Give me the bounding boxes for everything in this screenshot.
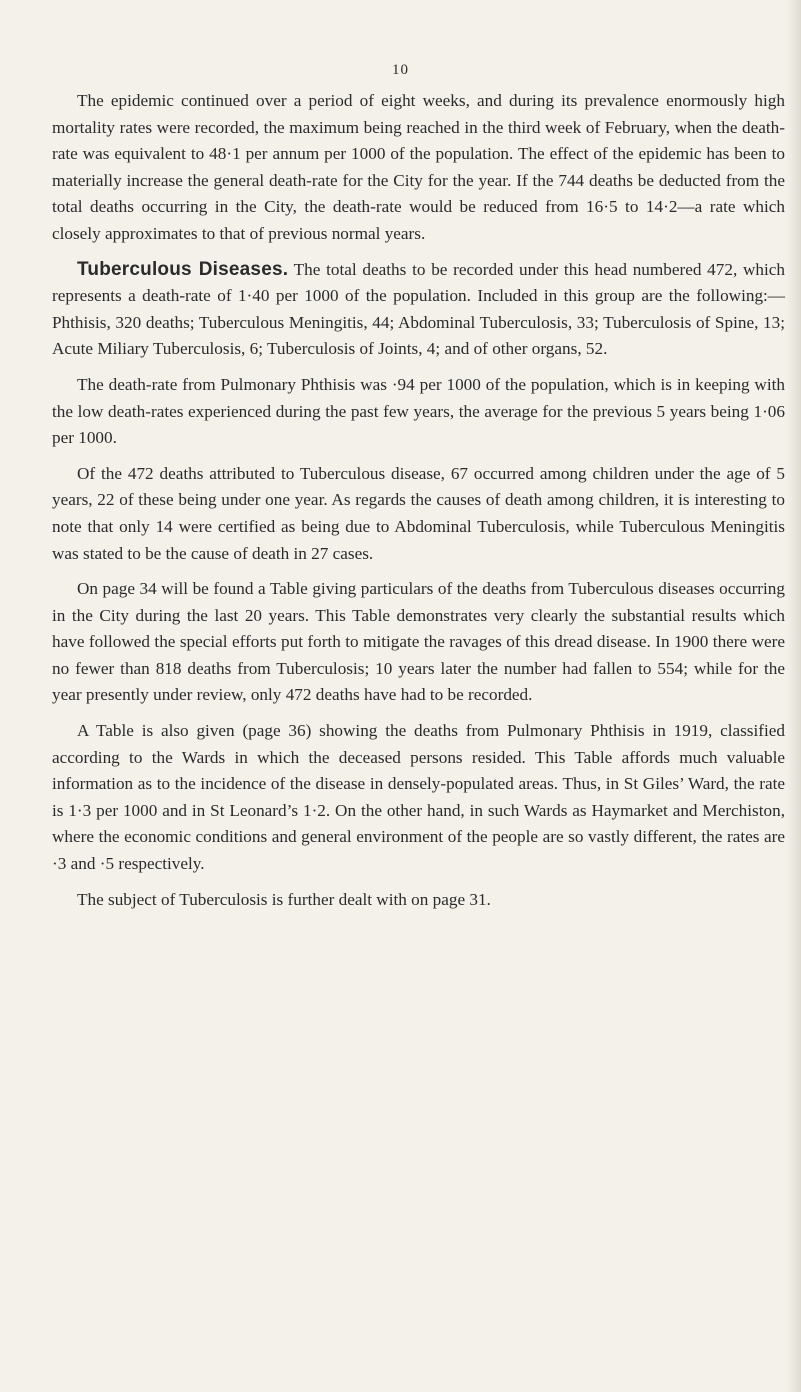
paragraph-children-deaths [52,461,785,567]
paragraph-text: The total deaths to be recorded under this head numbered 472, which represents a death-rate of 1·40 per 1000 of the population. Included in this group are the following:—Phthisis, 320 deaths; Tuberculous Meningitis, 44; Abdominal Tuberculosis, 33; Tuberculosis of Spine, 13; Acute Miliary Tuberculosis, 6; Tuberculosis of Joints, 4; and of other organs, 52. [52,259,785,359]
paragraph-text: The subject of Tuberculosis is further dealt with on page 31. [77,889,491,909]
page-number: 10 [392,62,409,78]
paragraph-text: A Table is also given (page 36) showing the deaths from Pulmonary Phthisis in 1919, classified according to the Wards in which the deceased persons resided. This Table affords much valuable information as to the incidence of the disease in densely-populated areas. Thus, in St Giles’ Ward, the rate is 1·3 per 1000 and in St Leonard’s 1·2. On the other hand, in such Wards as Haymarket and Merchiston, where the economic conditions and general environment of the people are so vastly different, the rates are ·3 and ·5 respectively. [52,721,785,874]
paragraph-text: The death-rate from Pulmonary Phthisis was ·94 per 1000 of the population, which is in keeping with the low death-rates experienced during the past few years, the average for the previous 5 years being 1·06 per 1000. [52,374,785,448]
paragraph-text: The epidemic continued over a period of eight weeks, and during its prevalence enormously high mortality rates were recorded, the maximum being reached in the third week of February, when the death-rate was equivalent to 48·1 per annum per 1000 of the population. The effect of the epidemic has been to materially increase the general death-rate for the City for the year. If the 744 deaths be deducted from the total deaths occurring in the City, the death-rate would be reduced from 16·5 to 14·2—a rate which closely approximates to that of previous normal years. [52,91,785,243]
paragraph-epidemic [52,88,785,248]
paragraph-twenty-years-table [52,576,785,709]
page-edge-shadow [787,0,801,1392]
paragraph-pulmonary-phthisis [52,372,785,452]
body-text [52,88,785,922]
section-heading: Tuberculous Diseases. [77,258,289,280]
paragraph-text: Of the 472 deaths attributed to Tuberculous disease, 67 occurred among children under the age of 5 years, 22 of these being under one year. As regards the causes of death among children, it is interesting to note that only 14 were certified as being due to Abdominal Tuberculosis, while Tuberculous Meningitis was stated to be the cause of death in 27 cases. [52,463,785,563]
paragraph-tuberculous-diseases [52,257,785,363]
paragraph-further-dealt [52,887,785,914]
paragraph-wards-table [52,718,785,878]
paragraph-text: On page 34 will be found a Table giving particulars of the deaths from Tuberculous diseases occurring in the City during the last 20 years. This Table demonstrates very clearly the substantial results which have followed the special efforts put forth to mitigate the ravages of this dread disease. In 1900 there were no fewer than 818 deaths from Tuberculosis; 10 years later the number had fallen to 554; while for the year presently under review, only 472 deaths have had to be recorded. [52,579,785,705]
